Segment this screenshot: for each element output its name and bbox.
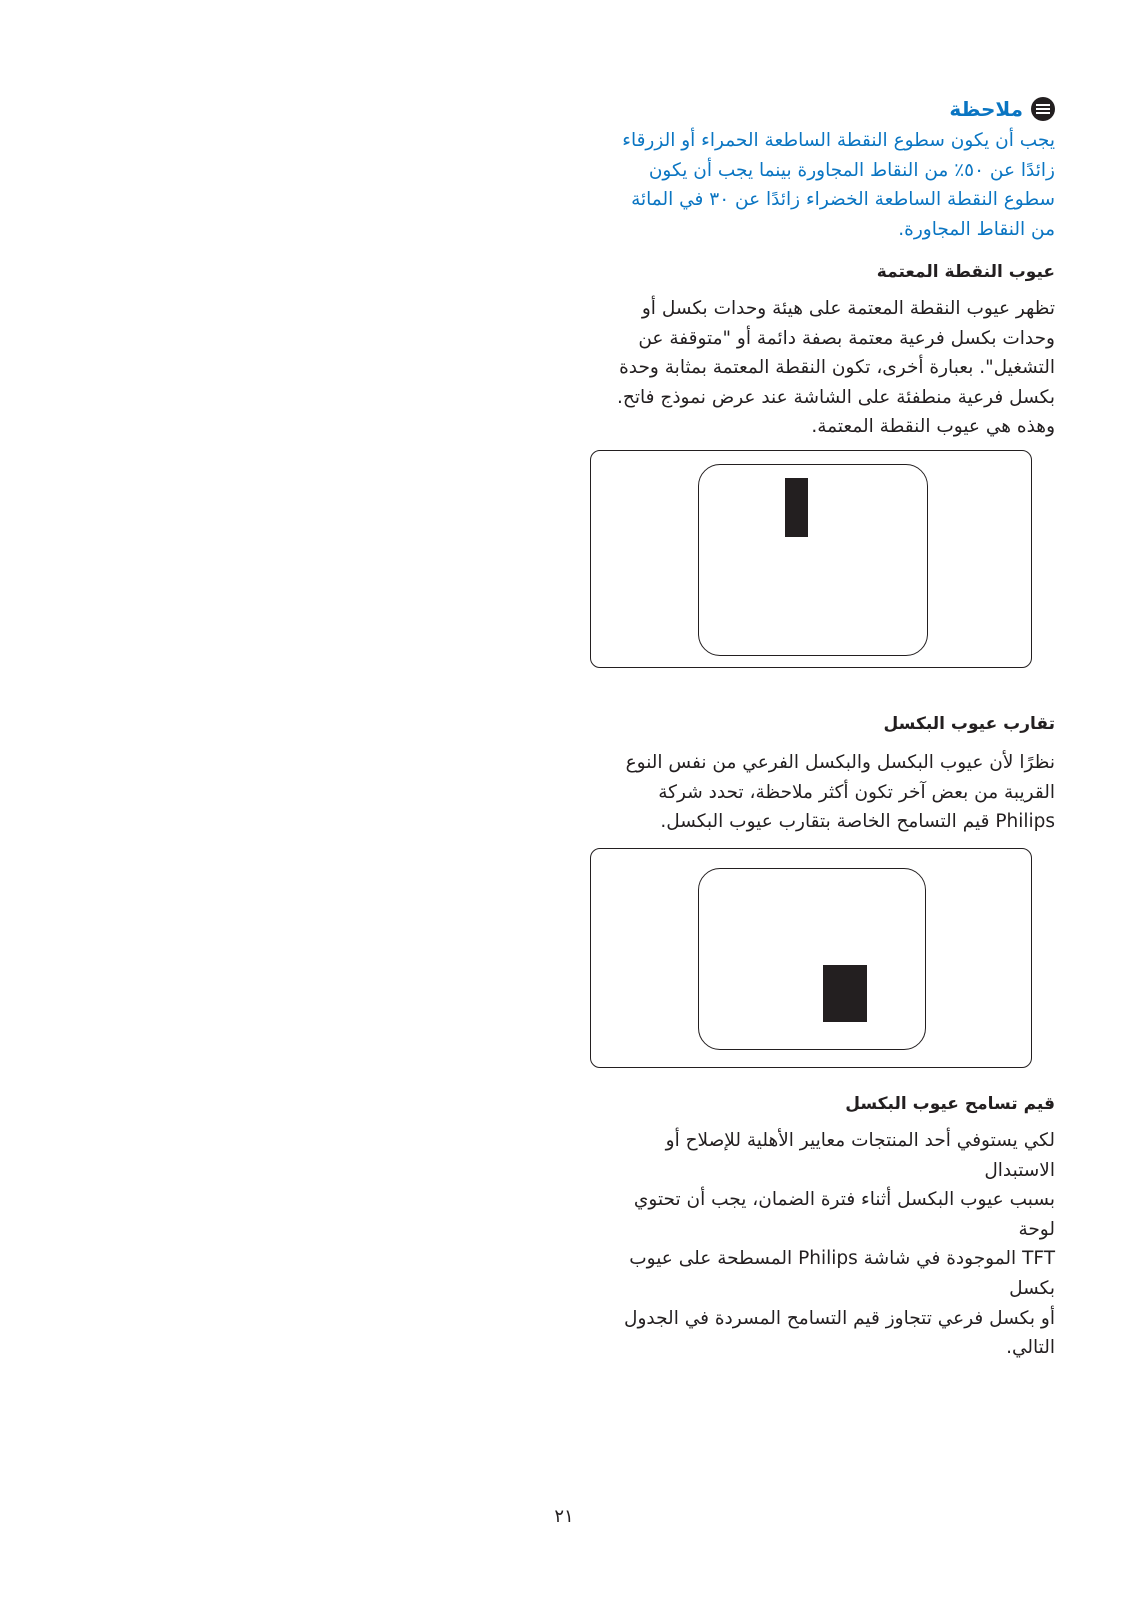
dark-dot-paragraph xyxy=(600,294,1055,442)
note-line: من النقاط المجاورة. xyxy=(898,218,1055,240)
note-title-text: ملاحظة xyxy=(949,97,1023,121)
note-line: سطوع النقطة الساطعة الخضراء زائدًا عن ٣٠ في المائة xyxy=(631,189,1055,211)
paragraph-line: بسبب عيوب البكسل أثناء فترة الضمان، يجب أن تحتوي لوحة xyxy=(633,1189,1055,1240)
note-body xyxy=(600,126,1055,244)
screen-panel xyxy=(698,868,926,1050)
paragraph-line: Philips قيم التسامح الخاصة بتقارب عيوب البكسل. xyxy=(660,811,1055,833)
note-line: يجب أن يكون سطوع النقطة الساطعة الحمراء أو الزرقاء xyxy=(622,130,1055,151)
note-icon xyxy=(1031,97,1055,121)
proximity-paragraph xyxy=(600,748,1055,837)
paragraph-line: لكي يستوفي أحد المنتجات معايير الأهلية للإصلاح أو الاستبدال xyxy=(665,1130,1055,1181)
dark-dot-illustration xyxy=(590,450,1032,668)
paragraph-line: تظهر عيوب النقطة المعتمة على هيئة وحدات بكسل أو xyxy=(641,298,1055,319)
paragraph-line: TFT الموجودة في شاشة Philips المسطحة على عيوب بكسل xyxy=(629,1248,1055,1299)
tolerances-heading: قيم تسامح عيوب البكسل xyxy=(845,1094,1055,1114)
paragraph-line: وهذه هي عيوب النقطة المعتمة. xyxy=(811,416,1055,438)
dark-subpixel xyxy=(785,478,808,537)
paragraph-line: بكسل فرعية منطفئة على الشاشة عند عرض نموذج فاتح. xyxy=(617,386,1055,408)
note-line: زائدًا عن ٥٠٪ من النقاط المجاورة بينما يجب أن يكون xyxy=(648,159,1055,181)
paragraph-line: القريبة من بعض آخر تكون أكثر ملاحظة، تحدد شركة xyxy=(658,781,1055,803)
paragraph-line: التشغيل". بعبارة أخرى، تكون النقطة المعتمة بمثابة وحدة xyxy=(619,357,1055,379)
screen-panel xyxy=(698,464,928,656)
proximity-heading: تقارب عيوب البكسل xyxy=(883,714,1055,734)
proximity-illustration xyxy=(590,848,1032,1068)
paragraph-line: نظرًا لأن عيوب البكسل والبكسل الفرعي من نفس النوع xyxy=(625,752,1055,773)
dark-dot-heading: عيوب النقطة المعتمة xyxy=(876,262,1055,282)
paragraph-line: وحدات بكسل فرعية معتمة بصفة دائمة أو "متوقفة عن xyxy=(638,327,1055,349)
dark-subpixel-cluster xyxy=(823,965,867,1022)
tolerances-paragraph xyxy=(600,1126,1055,1363)
paragraph-line: أو بكسل فرعي تتجاوز قيم التسامح المسردة في الجدول التالي. xyxy=(624,1307,1055,1359)
page-number: ٢١ xyxy=(554,1506,574,1527)
note-heading xyxy=(600,94,1055,124)
